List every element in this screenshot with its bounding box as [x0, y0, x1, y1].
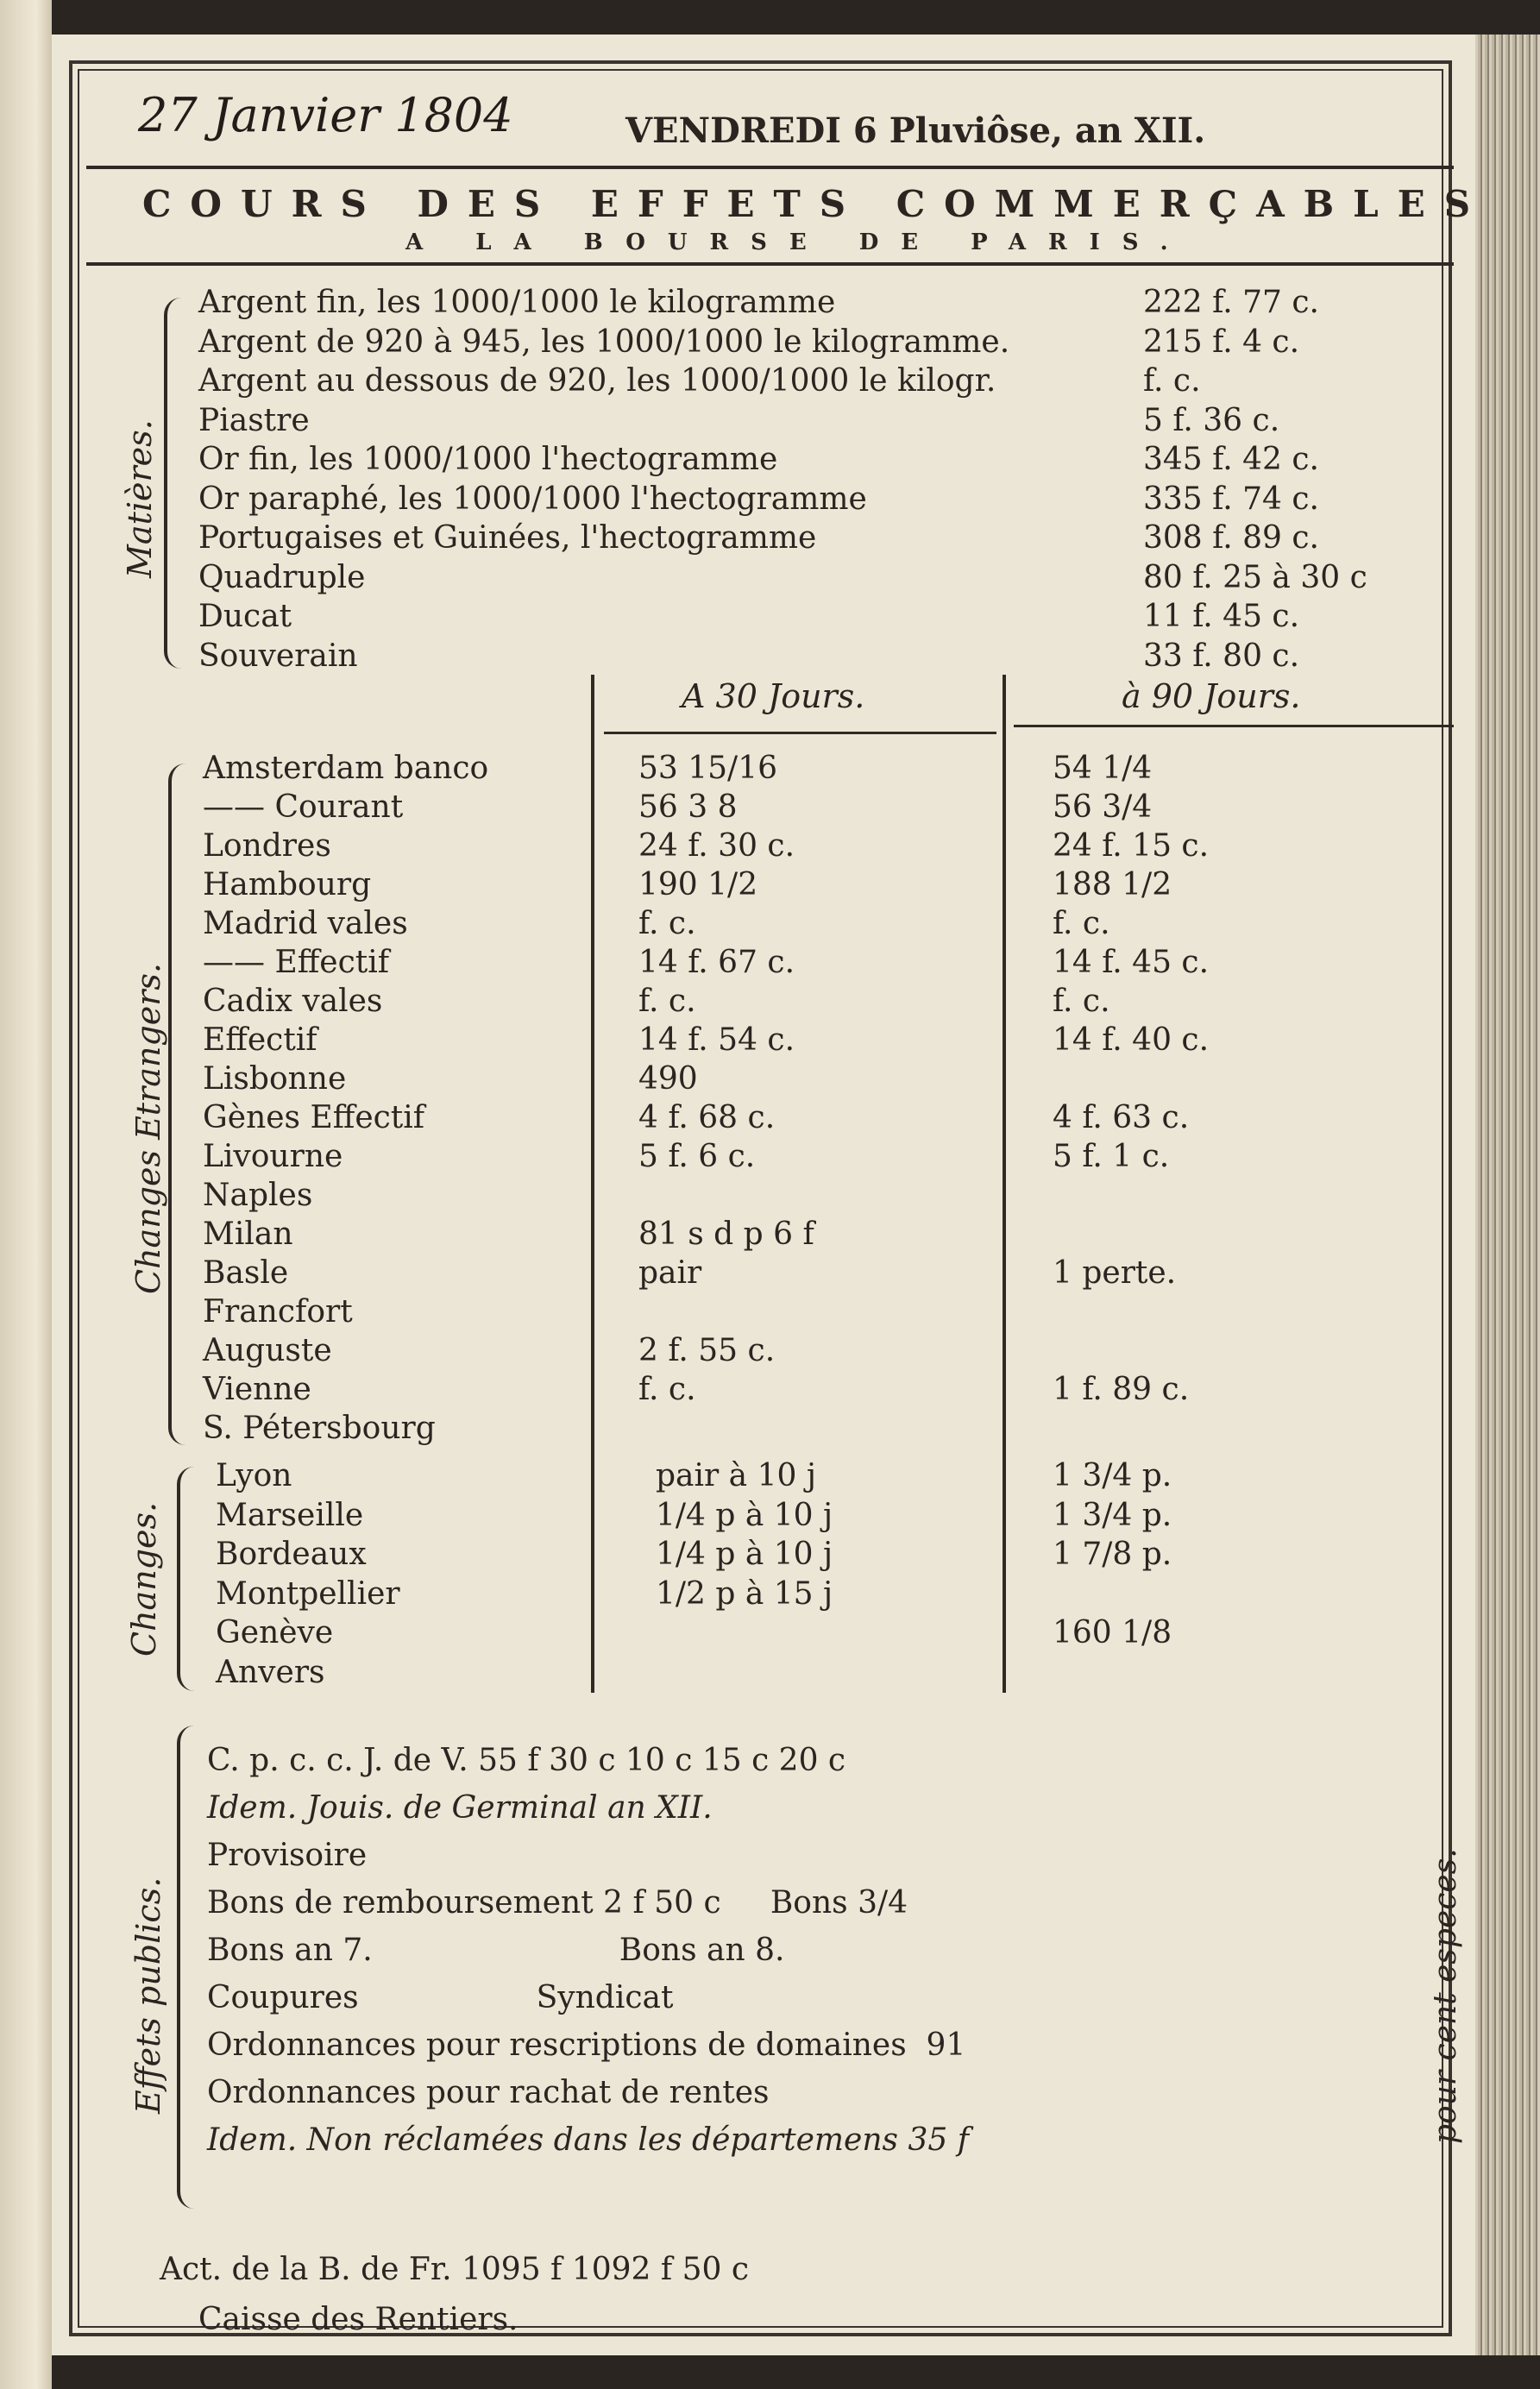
- effets-publics-line: Bons de remboursement 2 f 50 c Bons 3/4: [207, 1885, 908, 1921]
- etrangers-row-name: Hambourg: [203, 867, 372, 902]
- etrangers-row-30: 81 s d p 6 f: [638, 1217, 814, 1252]
- etrangers-row-90: 1 perte.: [1053, 1255, 1177, 1291]
- changes-row-name: Bordeaux: [216, 1537, 367, 1572]
- matieres-row-name: Argent fin, les 1000/1000 le kilogramme: [198, 285, 836, 320]
- etrangers-row-30: 2 f. 55 c.: [638, 1333, 776, 1368]
- etrangers-row-30: 53 15/16: [638, 751, 777, 786]
- etrangers-row-name: Cadix vales: [203, 984, 383, 1019]
- page-edges: [1471, 35, 1540, 2355]
- page-title: COURS DES EFFETS COMMERÇABLES: [142, 183, 1490, 225]
- etrangers-row-90: 4 f. 63 c.: [1053, 1100, 1190, 1135]
- changes-row-30: 1/4 p à 10 j: [656, 1497, 833, 1533]
- etrangers-row-30: pair: [638, 1255, 702, 1291]
- matieres-row-value: f. c.: [1143, 363, 1201, 399]
- etrangers-row-name: Vienne: [203, 1372, 311, 1407]
- matieres-row-name: Piastre: [198, 402, 310, 438]
- etrangers-row-90: 54 1/4: [1053, 751, 1153, 786]
- changes-etrangers-brace: [168, 764, 187, 1445]
- etrangers-row-30: f. c.: [638, 984, 696, 1019]
- column-divider-right: [1003, 675, 1006, 1693]
- col-30-header: A 30 Jours.: [682, 677, 865, 715]
- page-subtitle: A LA BOURSE DE PARIS.: [405, 229, 1191, 255]
- column-divider-left: [591, 675, 594, 1693]
- etrangers-row-90: 56 3/4: [1053, 789, 1153, 825]
- matieres-row-name: Or fin, les 1000/1000 l'hectogramme: [198, 442, 778, 477]
- etrangers-row-90: 5 f. 1 c.: [1053, 1139, 1170, 1174]
- changes-label: Changes.: [125, 1501, 163, 1657]
- etrangers-row-30: 4 f. 68 c.: [638, 1100, 776, 1135]
- effets-publics-brace: [177, 1726, 196, 2209]
- etrangers-row-name: Auguste: [203, 1333, 332, 1368]
- col-30-rule: [604, 732, 996, 734]
- etrangers-row-90: 14 f. 45 c.: [1053, 945, 1210, 980]
- ledger-page: [52, 35, 1490, 2355]
- matieres-row-value: 80 f. 25 à 30 c: [1143, 559, 1367, 595]
- page-day: VENDREDI 6 Pluviôse, an XII.: [625, 110, 1206, 151]
- matieres-row-name: Souverain: [198, 638, 358, 674]
- matieres-row-value: 345 f. 42 c.: [1143, 442, 1319, 477]
- etrangers-row-name: —— Courant: [203, 789, 404, 825]
- matieres-row-value: 308 f. 89 c.: [1143, 520, 1319, 556]
- etrangers-row-90: 14 f. 40 c.: [1053, 1022, 1210, 1058]
- etrangers-row-90: 1 f. 89 c.: [1053, 1372, 1190, 1407]
- etrangers-row-90: 188 1/2: [1053, 867, 1172, 902]
- footer-line-1: Act. de la B. de Fr. 1095 f 1092 f 50 c: [160, 2252, 750, 2287]
- matieres-row-value: 5 f. 36 c.: [1143, 402, 1280, 438]
- matieres-row-value: 215 f. 4 c.: [1143, 324, 1300, 360]
- etrangers-row-name: —— Effectif: [203, 945, 390, 980]
- matieres-brace: [164, 298, 183, 669]
- etrangers-row-name: Londres: [203, 828, 331, 864]
- effets-publics-line: Idem. Non réclamées dans les départemens 35 f: [207, 2122, 970, 2158]
- book-spine: [0, 0, 52, 2389]
- changes-etrangers-label: Changes Etrangers.: [129, 963, 167, 1294]
- matieres-row-name: Portugaises et Guinées, l'hectogramme: [198, 520, 817, 556]
- etrangers-row-name: Gènes Effectif: [203, 1100, 425, 1135]
- effets-publics-line: Provisoire: [207, 1838, 368, 1873]
- etrangers-row-30: 14 f. 54 c.: [638, 1022, 795, 1058]
- matieres-row-name: Argent au dessous de 920, les 1000/1000 le kilogr.: [198, 363, 996, 399]
- etrangers-row-name: Livourne: [203, 1139, 343, 1174]
- etrangers-row-30: 24 f. 30 c.: [638, 828, 795, 864]
- handwritten-date: 27 Janvier 1804: [138, 88, 513, 142]
- etrangers-row-30: 56 3 8: [638, 789, 738, 825]
- etrangers-row-name: Effectif: [203, 1022, 317, 1058]
- col-90-header: à 90 Jours.: [1122, 677, 1301, 715]
- changes-brace: [177, 1467, 196, 1691]
- changes-row-name: Genève: [216, 1615, 334, 1650]
- etrangers-row-90: f. c.: [1053, 906, 1110, 941]
- effets-publics-line: Coupures Syndicat: [207, 1980, 674, 2015]
- pour-cent-especes-label: pour cent especes.: [1428, 1848, 1463, 2144]
- effets-publics-label: Effets publics.: [129, 1877, 167, 2114]
- changes-row-90: 1 3/4 p.: [1053, 1458, 1172, 1493]
- matieres-label: Matières.: [121, 419, 159, 578]
- etrangers-row-30: f. c.: [638, 906, 696, 941]
- footer-line-2: Caisse des Rentiers.: [198, 2302, 519, 2337]
- matieres-row-value: 33 f. 80 c.: [1143, 638, 1300, 674]
- etrangers-row-name: Amsterdam banco: [203, 751, 489, 786]
- effets-publics-line: Ordonnances pour rachat de rentes: [207, 2075, 770, 2110]
- etrangers-row-30: 190 1/2: [638, 867, 758, 902]
- changes-row-name: Montpellier: [216, 1575, 400, 1612]
- changes-row-30: 1/4 p à 10 j: [656, 1537, 833, 1572]
- changes-row-90: 1 3/4 p.: [1053, 1497, 1172, 1533]
- changes-row-name: Anvers: [216, 1654, 325, 1690]
- effets-publics-line: Idem. Jouis. de Germinal an XII.: [207, 1790, 713, 1826]
- col-90-rule: [1014, 725, 1454, 727]
- matieres-row-name: Argent de 920 à 945, les 1000/1000 le kilogramme.: [198, 324, 1010, 360]
- etrangers-row-name: Basle: [203, 1255, 289, 1291]
- etrangers-row-name: Madrid vales: [203, 906, 408, 941]
- effets-publics-line: Bons an 7. Bons an 8.: [207, 1933, 785, 1968]
- effets-publics-line: Ordonnances pour rescriptions de domaines 91: [207, 2028, 966, 2063]
- changes-row-90: 160 1/8: [1053, 1615, 1172, 1650]
- etrangers-row-name: Francfort: [203, 1294, 353, 1330]
- etrangers-row-90: f. c.: [1053, 984, 1110, 1019]
- matieres-row-name: Or paraphé, les 1000/1000 l'hectogramme: [198, 481, 867, 517]
- etrangers-row-name: Naples: [203, 1178, 313, 1213]
- changes-row-30: pair à 10 j: [656, 1458, 816, 1493]
- etrangers-row-30: f. c.: [638, 1372, 696, 1407]
- matieres-row-name: Quadruple: [198, 559, 366, 595]
- matieres-row-value: 11 f. 45 c.: [1143, 599, 1300, 634]
- etrangers-row-name: Lisbonne: [203, 1061, 347, 1097]
- etrangers-row-30: 5 f. 6 c.: [638, 1139, 756, 1174]
- matieres-row-name: Ducat: [198, 599, 292, 634]
- header-rule: [86, 166, 1454, 169]
- etrangers-row-30: 14 f. 67 c.: [638, 945, 795, 980]
- matieres-row-value: 335 f. 74 c.: [1143, 481, 1319, 517]
- etrangers-row-90: 24 f. 15 c.: [1053, 828, 1210, 864]
- matieres-row-value: 222 f. 77 c.: [1143, 285, 1319, 320]
- etrangers-row-name: S. Pétersbourg: [203, 1411, 436, 1446]
- etrangers-row-30: 490: [638, 1061, 698, 1097]
- changes-row-90: 1 7/8 p.: [1053, 1537, 1172, 1572]
- etrangers-row-name: Milan: [203, 1217, 293, 1252]
- changes-row-name: Marseille: [216, 1497, 364, 1533]
- title-rule: [86, 262, 1454, 266]
- effets-publics-line: C. p. c. c. J. de V. 55 f 30 c 10 c 15 c 20 c: [207, 1743, 846, 1778]
- changes-row-30: 1/2 p à 15 j: [656, 1575, 833, 1612]
- changes-row-name: Lyon: [216, 1458, 292, 1493]
